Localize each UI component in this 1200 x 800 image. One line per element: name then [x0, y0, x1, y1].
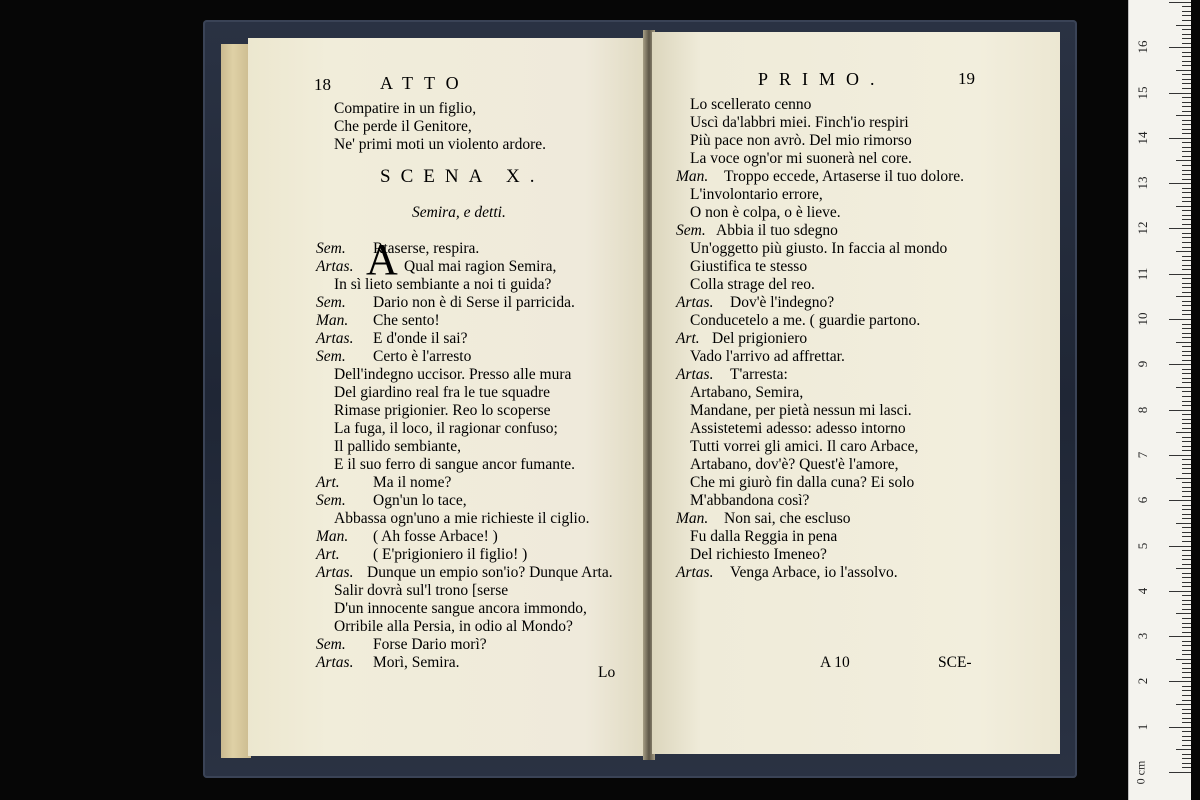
ruler-tick	[1176, 523, 1191, 524]
text-line: Non sai, che escluso	[724, 510, 851, 527]
text-line: Rtaserse, respira.	[373, 240, 480, 257]
ruler-tick	[1182, 11, 1191, 12]
text-line: Un'oggetto più giusto. In faccia al mondo	[690, 240, 948, 257]
text-line: Che perde il Genitore,	[334, 118, 472, 135]
text-line: Abbassa ogn'uno a mie richieste il ciglio.	[334, 510, 590, 527]
text-line: Troppo eccede, Artaserse il tuo dolore.	[724, 168, 965, 185]
ruler-tick	[1182, 265, 1191, 266]
ruler-tick	[1182, 256, 1191, 257]
ruler-number: 16	[1135, 40, 1150, 54]
ruler-tick	[1182, 102, 1191, 103]
ruler-tick	[1182, 609, 1191, 610]
speaker-label: Artas.	[676, 294, 714, 311]
ruler-tick	[1182, 423, 1191, 424]
ruler-number: 9	[1135, 361, 1150, 368]
ruler-number: 12	[1135, 221, 1150, 235]
ruler-tick	[1182, 527, 1191, 528]
ruler-tick	[1182, 324, 1191, 325]
text-line: ( E'prigioniero il figlio! )	[373, 546, 528, 563]
scene-title: SCENA X.	[380, 166, 545, 187]
text-line: Dov'è l'indegno?	[730, 294, 835, 311]
ruler-tick	[1176, 251, 1191, 252]
ruler-tick	[1182, 147, 1191, 148]
speaker-label: Artas.	[316, 564, 354, 581]
text-line: Colla strage del reo.	[690, 276, 815, 293]
speaker-label: Sem.	[316, 492, 346, 509]
ruler-tick	[1182, 156, 1191, 157]
text-line: La fuga, il loco, il ragionar confuso;	[334, 420, 558, 437]
speaker-label: Man.	[316, 528, 349, 545]
ruler-tick	[1176, 115, 1191, 116]
ruler-tick	[1182, 654, 1191, 655]
right-catchword: SCE-	[938, 654, 972, 671]
speaker-label: Man.	[676, 168, 709, 185]
signature-mark: A 10	[820, 654, 850, 671]
ruler-tick	[1182, 600, 1191, 601]
ruler-tick	[1182, 52, 1191, 53]
text-line: Compatire in un figlio,	[334, 100, 477, 117]
ruler-tick	[1182, 396, 1191, 397]
ruler-tick	[1182, 237, 1191, 238]
ruler-tick	[1182, 224, 1191, 225]
ruler-tick	[1182, 564, 1191, 565]
ruler-number: 8	[1135, 406, 1150, 413]
ruler-tick	[1182, 595, 1191, 596]
text-line: Uscì da'labbri miei. Finch'io respiri	[690, 114, 909, 131]
ruler-tick	[1169, 500, 1191, 501]
text-line: T'arresta:	[730, 366, 788, 383]
ruler-tick	[1182, 197, 1191, 198]
ruler-tick	[1182, 201, 1191, 202]
ruler-tick	[1182, 758, 1191, 759]
ruler-tick	[1169, 319, 1191, 320]
ruler-tick	[1182, 382, 1191, 383]
ruler-tick	[1182, 754, 1191, 755]
ruler-tick	[1182, 192, 1191, 193]
ruler-tick	[1176, 160, 1191, 161]
ruler-tick	[1182, 577, 1191, 578]
ruler-tick	[1182, 532, 1191, 533]
ruler-tick	[1182, 210, 1191, 211]
ruler-number: 13	[1135, 176, 1150, 190]
ruler-tick	[1182, 437, 1191, 438]
ruler-tick	[1182, 627, 1191, 628]
ruler-tick	[1182, 74, 1191, 75]
ruler-tick	[1182, 722, 1191, 723]
ruler-tick	[1182, 129, 1191, 130]
ruler-tick	[1169, 93, 1191, 94]
text-line: Dunque un empio son'io? Dunque Arta.	[367, 564, 613, 581]
ruler-tick	[1169, 772, 1191, 773]
ruler-tick	[1182, 38, 1191, 39]
ruler-tick	[1182, 690, 1191, 691]
speaker-label: Art.	[676, 330, 700, 347]
text-line: La voce ogn'or mi suonerà nel core.	[690, 150, 912, 167]
ruler-tick	[1182, 151, 1191, 152]
ruler-tick	[1182, 301, 1191, 302]
text-line: Più pace non avrò. Del mio rimorso	[690, 132, 912, 149]
ruler-number: 6	[1135, 496, 1150, 504]
text-line: Salir dovrà sul'l trono [serse	[334, 582, 509, 599]
left-running-head: ATTO	[380, 73, 470, 93]
speaker-label: Art.	[316, 546, 340, 563]
ruler-number: 15	[1135, 86, 1150, 99]
ruler-tick	[1182, 482, 1191, 483]
ruler-tick	[1182, 124, 1191, 125]
right-running-head: PRIMO.	[758, 69, 886, 89]
ruler-tick	[1182, 582, 1191, 583]
ruler-tick	[1182, 88, 1191, 89]
ruler-tick	[1182, 260, 1191, 261]
scene-cast: Semira, e detti.	[412, 204, 506, 221]
ruler-tick	[1182, 450, 1191, 451]
ruler-tick	[1182, 378, 1191, 379]
text-line: Morì, Semira.	[373, 654, 460, 671]
ruler-tick	[1182, 555, 1191, 556]
ruler-tick	[1182, 672, 1191, 673]
ruler-tick	[1169, 410, 1191, 411]
ruler-tick	[1182, 165, 1191, 166]
ruler-tick	[1176, 659, 1191, 660]
text-line: E d'onde il sai?	[373, 330, 468, 347]
ruler-tick	[1182, 767, 1191, 768]
text-line: Il pallido sembiante,	[334, 438, 461, 455]
ruler-tick	[1182, 491, 1191, 492]
ruler-unit: 0 cm	[1133, 760, 1148, 785]
text-line: Ne' primi moti un violento ardore.	[334, 136, 546, 153]
ruler-tick	[1182, 328, 1191, 329]
ruler-number: 2	[1135, 678, 1150, 685]
ruler-tick	[1182, 215, 1191, 216]
ruler-tick	[1182, 713, 1191, 714]
ruler-number: 1	[1135, 723, 1150, 730]
ruler-tick	[1182, 604, 1191, 605]
ruler-tick	[1182, 79, 1191, 80]
ruler-tick	[1182, 405, 1191, 406]
text-line: Vado l'arrivo ad affrettar.	[690, 348, 845, 365]
text-line: Certo è l'arresto	[373, 348, 472, 365]
ruler-tick	[1182, 468, 1191, 469]
ruler-tick	[1176, 70, 1191, 71]
ruler-number: 3	[1135, 632, 1150, 640]
text-line: Del prigioniero	[712, 330, 808, 347]
text-line: Conducetelo a me. ( guardie partono.	[690, 312, 921, 329]
ruler-tick	[1182, 573, 1191, 574]
ruler-tick	[1176, 749, 1191, 750]
ruler-tick	[1182, 20, 1191, 21]
ruler-tick	[1176, 704, 1191, 705]
speaker-label: Sem.	[316, 294, 346, 311]
ruler-tick	[1182, 731, 1191, 732]
ruler-tick	[1182, 718, 1191, 719]
text-line: Del giardino real fra le tue squadre	[334, 384, 551, 401]
ruler-tick	[1176, 296, 1191, 297]
speaker-label: Sem.	[316, 636, 346, 653]
ruler-tick	[1169, 2, 1191, 3]
text-line: D'un innocente sangue ancora immondo,	[334, 600, 587, 617]
ruler-tick	[1182, 709, 1191, 710]
right-page-number: 19	[958, 69, 975, 88]
ruler-tick	[1182, 219, 1191, 220]
text-line: Mandane, per pietà nessun mi lasci.	[690, 402, 912, 419]
ruler-number: 14	[1135, 131, 1150, 145]
ruler-tick	[1182, 541, 1191, 542]
text-line: Fu dalla Reggia in pena	[690, 528, 838, 545]
ruler-tick	[1182, 695, 1191, 696]
text-line: Che sento!	[373, 312, 440, 329]
speaker-label: Sem.	[316, 240, 346, 257]
ruler-tick	[1176, 25, 1191, 26]
ruler-tick	[1182, 740, 1191, 741]
ruler-tick	[1182, 56, 1191, 57]
ruler-tick	[1182, 83, 1191, 84]
drop-cap: A	[366, 235, 398, 284]
speaker-label: Man.	[676, 510, 709, 527]
ruler-tick	[1182, 179, 1191, 180]
ruler-tick	[1182, 242, 1191, 243]
ruler-tick	[1182, 473, 1191, 474]
ruler-tick	[1182, 15, 1191, 16]
ruler-tick	[1169, 228, 1191, 229]
ruler-tick	[1182, 686, 1191, 687]
text-line: ( Ah fosse Arbace! )	[373, 528, 498, 545]
ruler-tick	[1182, 650, 1191, 651]
text-line: Dario non è di Serse il parricida.	[373, 294, 575, 311]
ruler-tick	[1176, 568, 1191, 569]
ruler-tick	[1182, 120, 1191, 121]
text-line: Giustifica te stesso	[690, 258, 808, 275]
ruler-tick	[1182, 736, 1191, 737]
ruler-tick	[1169, 138, 1191, 139]
left-catchword: Lo	[598, 664, 616, 681]
speaker-label: Artas.	[316, 258, 354, 275]
left-page-number: 18	[314, 75, 331, 94]
text-line: Che mi giurò fin dalla cuna? Ei solo	[690, 474, 915, 491]
ruler-tick	[1169, 727, 1191, 728]
ruler-tick	[1176, 206, 1191, 207]
speaker-label: Artas.	[316, 654, 354, 671]
ruler-tick	[1182, 505, 1191, 506]
ruler-tick	[1176, 613, 1191, 614]
ruler-tick	[1169, 364, 1191, 365]
ruler-tick	[1182, 351, 1191, 352]
text-line: In sì lieto sembiante a noi ti guida?	[334, 276, 552, 293]
ruler-tick	[1169, 47, 1191, 48]
ruler-tick	[1182, 623, 1191, 624]
ruler-tick	[1169, 636, 1191, 637]
ruler-tick	[1182, 487, 1191, 488]
ruler-tick	[1182, 518, 1191, 519]
speaker-label: Man.	[316, 312, 349, 329]
ruler-tick	[1182, 618, 1191, 619]
ruler-tick	[1182, 292, 1191, 293]
text-line: O non è colpa, o è lieve.	[690, 204, 841, 221]
ruler-number: 7	[1135, 451, 1150, 459]
ruler-tick	[1182, 745, 1191, 746]
ruler-tick	[1182, 391, 1191, 392]
ruler-tick	[1182, 333, 1191, 334]
ruler-tick	[1176, 478, 1191, 479]
ruler-tick	[1182, 414, 1191, 415]
speaker-label: Sem.	[316, 348, 346, 365]
ruler-tick	[1182, 641, 1191, 642]
ruler-tick	[1182, 763, 1191, 764]
ruler-tick	[1182, 43, 1191, 44]
text-line: Assistetemi adesso: adesso intorno	[690, 420, 906, 437]
ruler-tick	[1182, 700, 1191, 701]
ruler-tick	[1182, 34, 1191, 35]
ruler-tick	[1182, 106, 1191, 107]
ruler-tick	[1182, 360, 1191, 361]
text-line: Rimase prigionier. Reo lo scoperse	[334, 402, 551, 419]
text-line: Ogn'un lo tace,	[373, 492, 467, 509]
ruler-tick	[1169, 681, 1191, 682]
speaker-label: Artas.	[676, 564, 714, 581]
ruler-tick	[1182, 632, 1191, 633]
ruler-tick	[1182, 6, 1191, 7]
ruler-tick	[1182, 369, 1191, 370]
ruler-number: 10	[1135, 312, 1150, 326]
ruler-tick	[1182, 278, 1191, 279]
ruler-tick	[1182, 559, 1191, 560]
ruler-tick	[1182, 346, 1191, 347]
ruler-tick	[1182, 269, 1191, 270]
ruler-tick	[1169, 274, 1191, 275]
ruler-tick	[1182, 459, 1191, 460]
ruler-tick	[1169, 455, 1191, 456]
page-edges	[221, 44, 251, 758]
text-line: M'abbandona così?	[690, 492, 810, 509]
ruler-tick	[1176, 342, 1191, 343]
speaker-label: Sem.	[676, 222, 706, 239]
text-line: Orribile alla Persia, in odio al Mondo?	[334, 618, 573, 635]
ruler-tick	[1169, 546, 1191, 547]
ruler-tick	[1182, 514, 1191, 515]
ruler-tick	[1182, 247, 1191, 248]
ruler-tick	[1182, 464, 1191, 465]
text-line: L'involontario errore,	[690, 186, 823, 203]
ruler-tick	[1182, 287, 1191, 288]
ruler-tick	[1182, 446, 1191, 447]
ruler-tick	[1182, 373, 1191, 374]
ruler-tick	[1182, 441, 1191, 442]
text-line: E il suo ferro di sangue ancor fumante.	[334, 456, 576, 473]
text-line: Artabano, dov'è? Quest'è l'amore,	[690, 456, 899, 473]
ruler-tick	[1182, 355, 1191, 356]
measurement-ruler	[1128, 0, 1191, 800]
ruler-tick	[1182, 496, 1191, 497]
ruler-tick	[1182, 586, 1191, 587]
text-line: Venga Arbace, io l'assolvo.	[730, 564, 898, 581]
text-line: Ma il nome?	[373, 474, 452, 491]
text-line: Qual mai ragion Semira,	[404, 258, 557, 275]
text-line: Artabano, Semira,	[690, 384, 804, 401]
ruler-number: 11	[1135, 267, 1150, 280]
ruler-tick	[1182, 509, 1191, 510]
ruler-tick	[1182, 668, 1191, 669]
ruler-number: 5	[1135, 542, 1150, 549]
ruler-tick	[1176, 432, 1191, 433]
ruler-tick	[1182, 65, 1191, 66]
ruler-tick	[1182, 174, 1191, 175]
ruler-tick	[1176, 387, 1191, 388]
ruler-tick	[1182, 536, 1191, 537]
ruler-tick	[1182, 142, 1191, 143]
ruler-tick	[1182, 314, 1191, 315]
ruler-tick	[1182, 170, 1191, 171]
ruler-number: 4	[1135, 587, 1150, 595]
text-line: Tutti vorrei gli amici. Il caro Arbace,	[690, 438, 919, 455]
ruler-tick	[1182, 310, 1191, 311]
ruler-tick	[1182, 419, 1191, 420]
ruler-tick	[1182, 677, 1191, 678]
ruler-tick	[1182, 663, 1191, 664]
ruler-tick	[1182, 305, 1191, 306]
ruler-tick	[1169, 183, 1191, 184]
ruler-tick	[1182, 428, 1191, 429]
ruler-tick	[1169, 591, 1191, 592]
ruler-tick	[1182, 645, 1191, 646]
text-line: Lo scellerato cenno	[690, 96, 812, 113]
ruler-tick	[1182, 233, 1191, 234]
ruler-tick	[1182, 111, 1191, 112]
text-line: Del richiesto Imeneo?	[690, 546, 827, 563]
text-line: Abbia il tuo sdegno	[716, 222, 838, 239]
text-line: Dell'indegno uccisor. Presso alle mura	[334, 366, 572, 383]
ruler-tick	[1182, 97, 1191, 98]
ruler-tick	[1182, 401, 1191, 402]
ruler-tick	[1182, 283, 1191, 284]
ruler-tick	[1182, 188, 1191, 189]
ruler-tick	[1182, 337, 1191, 338]
ruler-tick	[1182, 550, 1191, 551]
ruler-tick	[1182, 133, 1191, 134]
speaker-label: Artas.	[676, 366, 714, 383]
ruler-tick	[1182, 29, 1191, 30]
speaker-label: Art.	[316, 474, 340, 491]
text-line: Forse Dario morì?	[373, 636, 487, 653]
speaker-label: Artas.	[316, 330, 354, 347]
ruler-tick	[1182, 61, 1191, 62]
